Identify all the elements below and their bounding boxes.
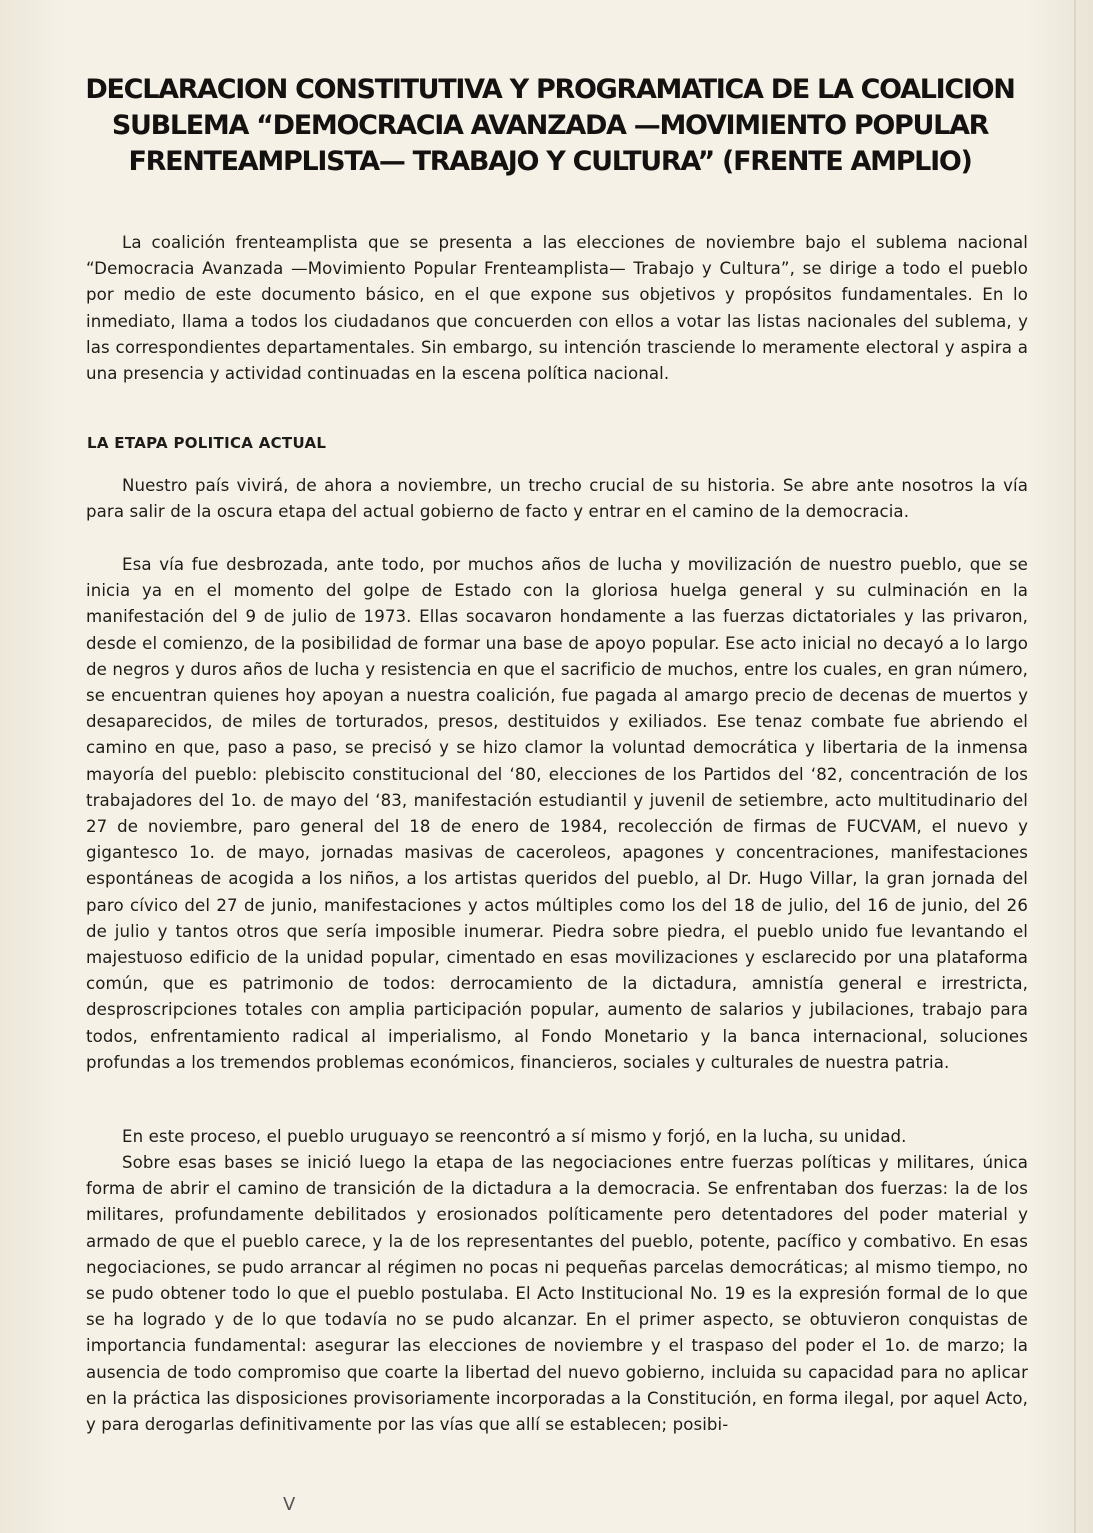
body-paragraph: Esa vía fue desbrozada, ante todo, por muchos años de lucha y movilización de nuestro pueblo, que se inicia ya en el momento del golpe de Estado con la gloriosa huelga general y su culminación en la manifestación del 9 de julio de 1973. Ellas socavaron hondamente a las fuerzas dictatoriales y las privaron, desde el comienzo, de la posibilidad de formar una base de apoyo popular. Ese acto inicial no decayó a lo largo de negros y duros años de lucha y resistencia en que el sacrificio de muchos, entre los cuales, en gran número, se encuentran quienes hoy apoyan a nuestra coalición, fue pagada al amargo precio de decenas de muertos y desaparecidos, de miles de torturados, presos, destituidos y exiliados. Ese tenaz combate fue abriendo el camino en que, paso a paso, se precisó y se hizo clamor la voluntad democrática y libertaria de la inmensa mayoría del pueblo: plebiscito constitucional del ‘80, elecciones de los Partidos del ‘82, concentración de los trabajadores del 1o. de mayo del ‘83, manifestación estudiantil y juvenil de setiembre, acto multitudinario del 27 de noviembre, paro general del 18 de enero de 1984, recolección de firmas de FUCVAM, el nuevo y gigantesco 1o. de mayo, jornadas masivas de caceroleos, apagones y concentraciones, manifestaciones espontáneas de acogida a los niños, a los artistas queridos del pueblo, al Dr. Hugo Villar, la gran jornada del paro cívico del 27 de junio, manifestaciones y actos múltiples como los del 18 de julio, del 16 de junio, del 26 de julio y tantos otros que sería imposible inumerar. Piedra sobre piedra, el pueblo unido fue levantando el majestuoso edificio de la unidad popular, cimentado en esas movilizaciones y esclarecido por una plataforma común, que es patrimonio de todos: derrocamiento de la dictadura, amnistía general e irrestricta, desproscripciones totales con amplia participación popular, aumento de salarios y jubilaciones, trabajo para todos, enfrentamiento radical al imperialismo, al Fondo Monetario y la banca internacional, soluciones profundas a los tremendos problemas económicos, financieros, sociales y culturales de nuestra patria. <box>86 555 1028 1072</box>
title-line: DECLARACION CONSTITUTIVA Y PROGRAMATICA DE LA COALICION <box>85 74 1015 105</box>
body-paragraph: Sobre esas bases se inició luego la etapa de las negociaciones entre fuerzas políticas y militares, única forma de abrir el camino de transición de la dictadura a la democracia. Se enfrentaban dos fuerzas: la de los militares, profundamente debilitados y erosionados políticamente pero detentadores del poder material y armado de que el pueblo carece, y la de los representantes del pueblo, potente, pacífico y combativo. En esas negociaciones, se pudo arrancar al régimen no pocas ni pequeñas parcelas democráticas; al mismo tiempo, no se pudo obtener todo lo que el pueblo postulaba. El Acto Institucional No. 19 es la expresión formal de lo que se ha logrado y de lo que todavía no se pudo alcanzar. En el primer aspecto, se obtuvieron conquistas de importancia fundamental: asegurar las elecciones de noviembre y el traspaso del poder el 1o. de marzo; la ausencia de todo compromiso que coarte la libertad del nuevo gobierno, incluida su capacidad para no aplicar en la práctica las disposiciones provisoriamente incorporadas a la Constitución, en forma ilegal, por aquel Acto, y para derogarlas definitivamente por las vías que allí se establecen; posibi- <box>86 1153 1028 1435</box>
handwritten-margin-mark: V <box>283 1494 296 1515</box>
title-line: SUBLEMA “DEMOCRACIA AVANZADA —MOVIMIENTO POPULAR <box>111 110 989 141</box>
intro-paragraph: La coalición frenteamplista que se presenta a las elecciones de noviembre bajo el sublema nacional “Democracia Avanzada —Movimiento Popular Frenteamplista— Trabajo y Cultura”, se dirige a todo el pueblo por medio de este documento básico, en el que expone sus objetivos y propósitos fundamentales. En lo inmediato, llama a todos los ciudadanos que concuerden con ellos a votar las listas nacionales del sublema, y las correspondientes departamentales. Sin embargo, su intención trasciende lo meramente electoral y aspira a una presencia y actividad continuadas en la escena política nacional. <box>86 233 1028 384</box>
body-paragraph: Nuestro país vivirá, de ahora a noviembre, un trecho crucial de su historia. Se abre ante nosotros la vía para salir de la oscura etapa del actual gobierno de facto y entrar en el camino de la democracia. <box>86 476 1028 522</box>
document-title <box>60 72 1040 180</box>
body-paragraph: En este proceso, el pueblo uruguayo se reencontró a sí mismo y forjó, en la lucha, su unidad. <box>122 1127 907 1146</box>
title-line: FRENTEAMPLISTA— TRABAJO Y CULTURA” (FRENTE AMPLIO) <box>128 146 972 177</box>
section-heading: LA ETAPA POLITICA ACTUAL <box>87 434 327 452</box>
page-fold-line <box>1074 0 1076 1533</box>
